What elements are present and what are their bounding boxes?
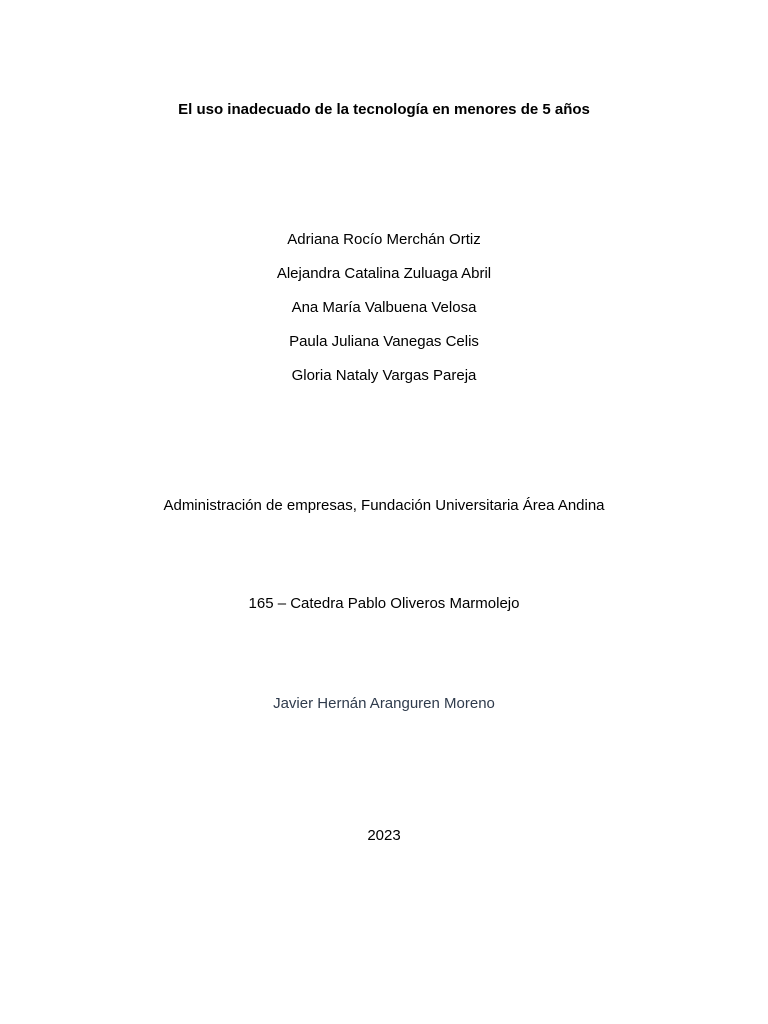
author-name: Ana María Valbuena Velosa	[291, 299, 477, 316]
instructor-name: Javier Hernán Aranguren Moreno	[273, 695, 495, 712]
document-title: El uso inadecuado de la tecnología en menores de 5 años	[178, 101, 590, 118]
author-name: Paula Juliana Vanegas Celis	[289, 333, 479, 350]
document-year: 2023	[367, 827, 401, 844]
author-name: Alejandra Catalina Zuluaga Abril	[276, 265, 492, 282]
author-name: Gloria Nataly Vargas Pareja	[291, 367, 477, 384]
course-name: 165 – Catedra Pablo Oliveros Marmolejo	[248, 595, 520, 612]
affiliation: Administración de empresas, Fundación Universitaria Área Andina	[163, 497, 605, 514]
author-name: Adriana Rocío Merchán Ortiz	[287, 231, 481, 248]
